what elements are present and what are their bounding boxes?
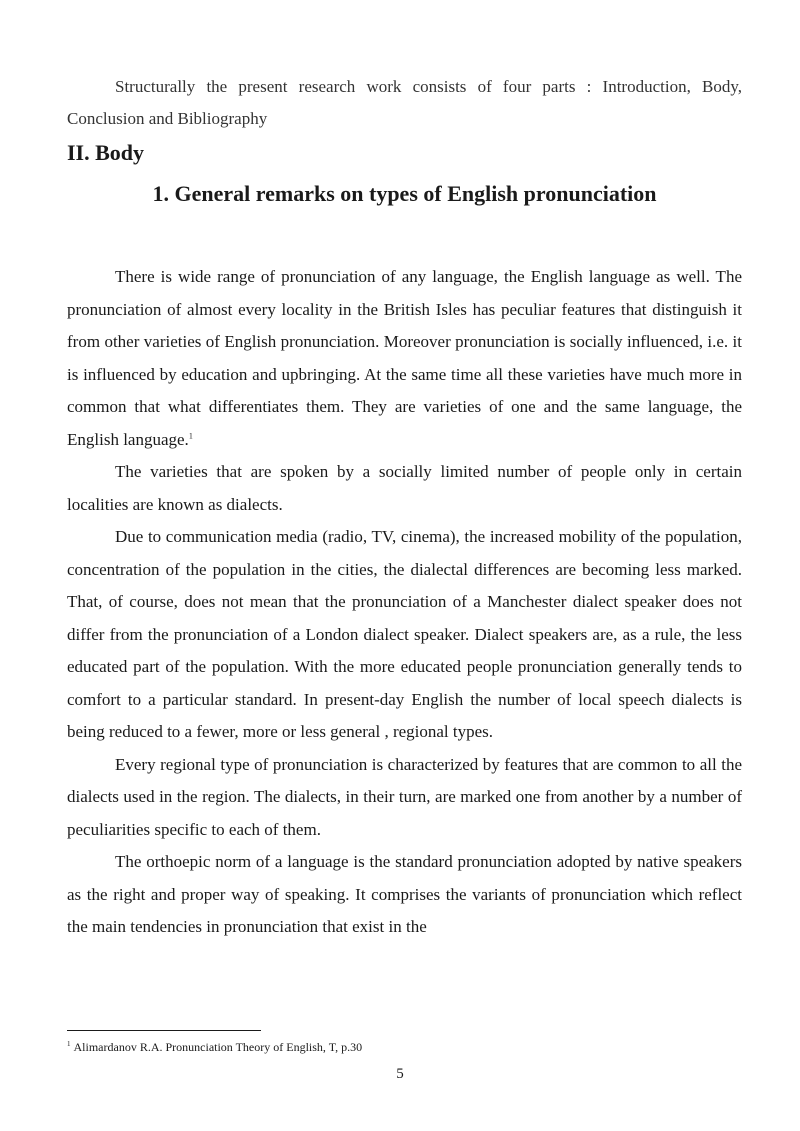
footnote-text: Alimardanov R.A. Pronunciation Theory of English, T, p.30: [73, 1040, 363, 1054]
body-text: [67, 261, 742, 944]
footnote-reference: 1: [188, 430, 193, 440]
intro-paragraph: Structurally the present research work consists of four parts : Introduction, Body, Conclusion and Bibliography: [67, 77, 742, 128]
paragraph-3: Due to communication media (radio, TV, cinema), the increased mobility of the population, concentration of the population in the cities, the dialectal differences are becoming less marked. That, of course, does not mean that the pronunciation of a Manchester dialect speaker does not differ from the pronunciation of a London dialect speaker. Dialect speakers are, as a rule, the less educated part of the population. With the more educated people pronunciation generally tends to comfort to a particular standard. In present-day English the number of local speech dialects is being reduced to a fewer, more or less general , regional types.: [67, 527, 742, 741]
paragraph-1-text: There is wide range of pronunciation of any language, the English language as well. The pronunciation of almost every locality in the British Isles has peculiar features that distinguish it from other varieties of English pronunciation. Moreover pronunciation is socially influenced, i.e. it is influenced by education and upbringing. At the same time all these varieties have much more in common that what differentiates them. They are varieties of one and the same language, the English language.: [67, 267, 742, 449]
footnote-marker: 1: [67, 1040, 71, 1048]
page-number: 5: [396, 1066, 404, 1082]
paragraph-4: Every regional type of pronunciation is characterized by features that are common to all the dialects used in the region. The dialects, in their turn, are marked one from another by a number of peculiarities specific to each of them.: [67, 754, 742, 839]
part-heading: II. Body: [67, 140, 145, 165]
paragraph-2: The varieties that are spoken by a socially limited number of people only in certain localities are known as dialects.: [67, 462, 742, 514]
paragraph-1: [67, 261, 742, 456]
footnote-separator: [67, 1030, 261, 1031]
paragraph-5: The orthoepic norm of a language is the standard pronunciation adopted by native speakers as the right and proper way of speaking. It comprises the variants of pronunciation which reflect the main tendencies in pronunciation that exist in the: [67, 852, 742, 936]
section-heading: 1. General remarks on types of English pronunciation: [152, 181, 657, 206]
footnote: [67, 1040, 362, 1054]
